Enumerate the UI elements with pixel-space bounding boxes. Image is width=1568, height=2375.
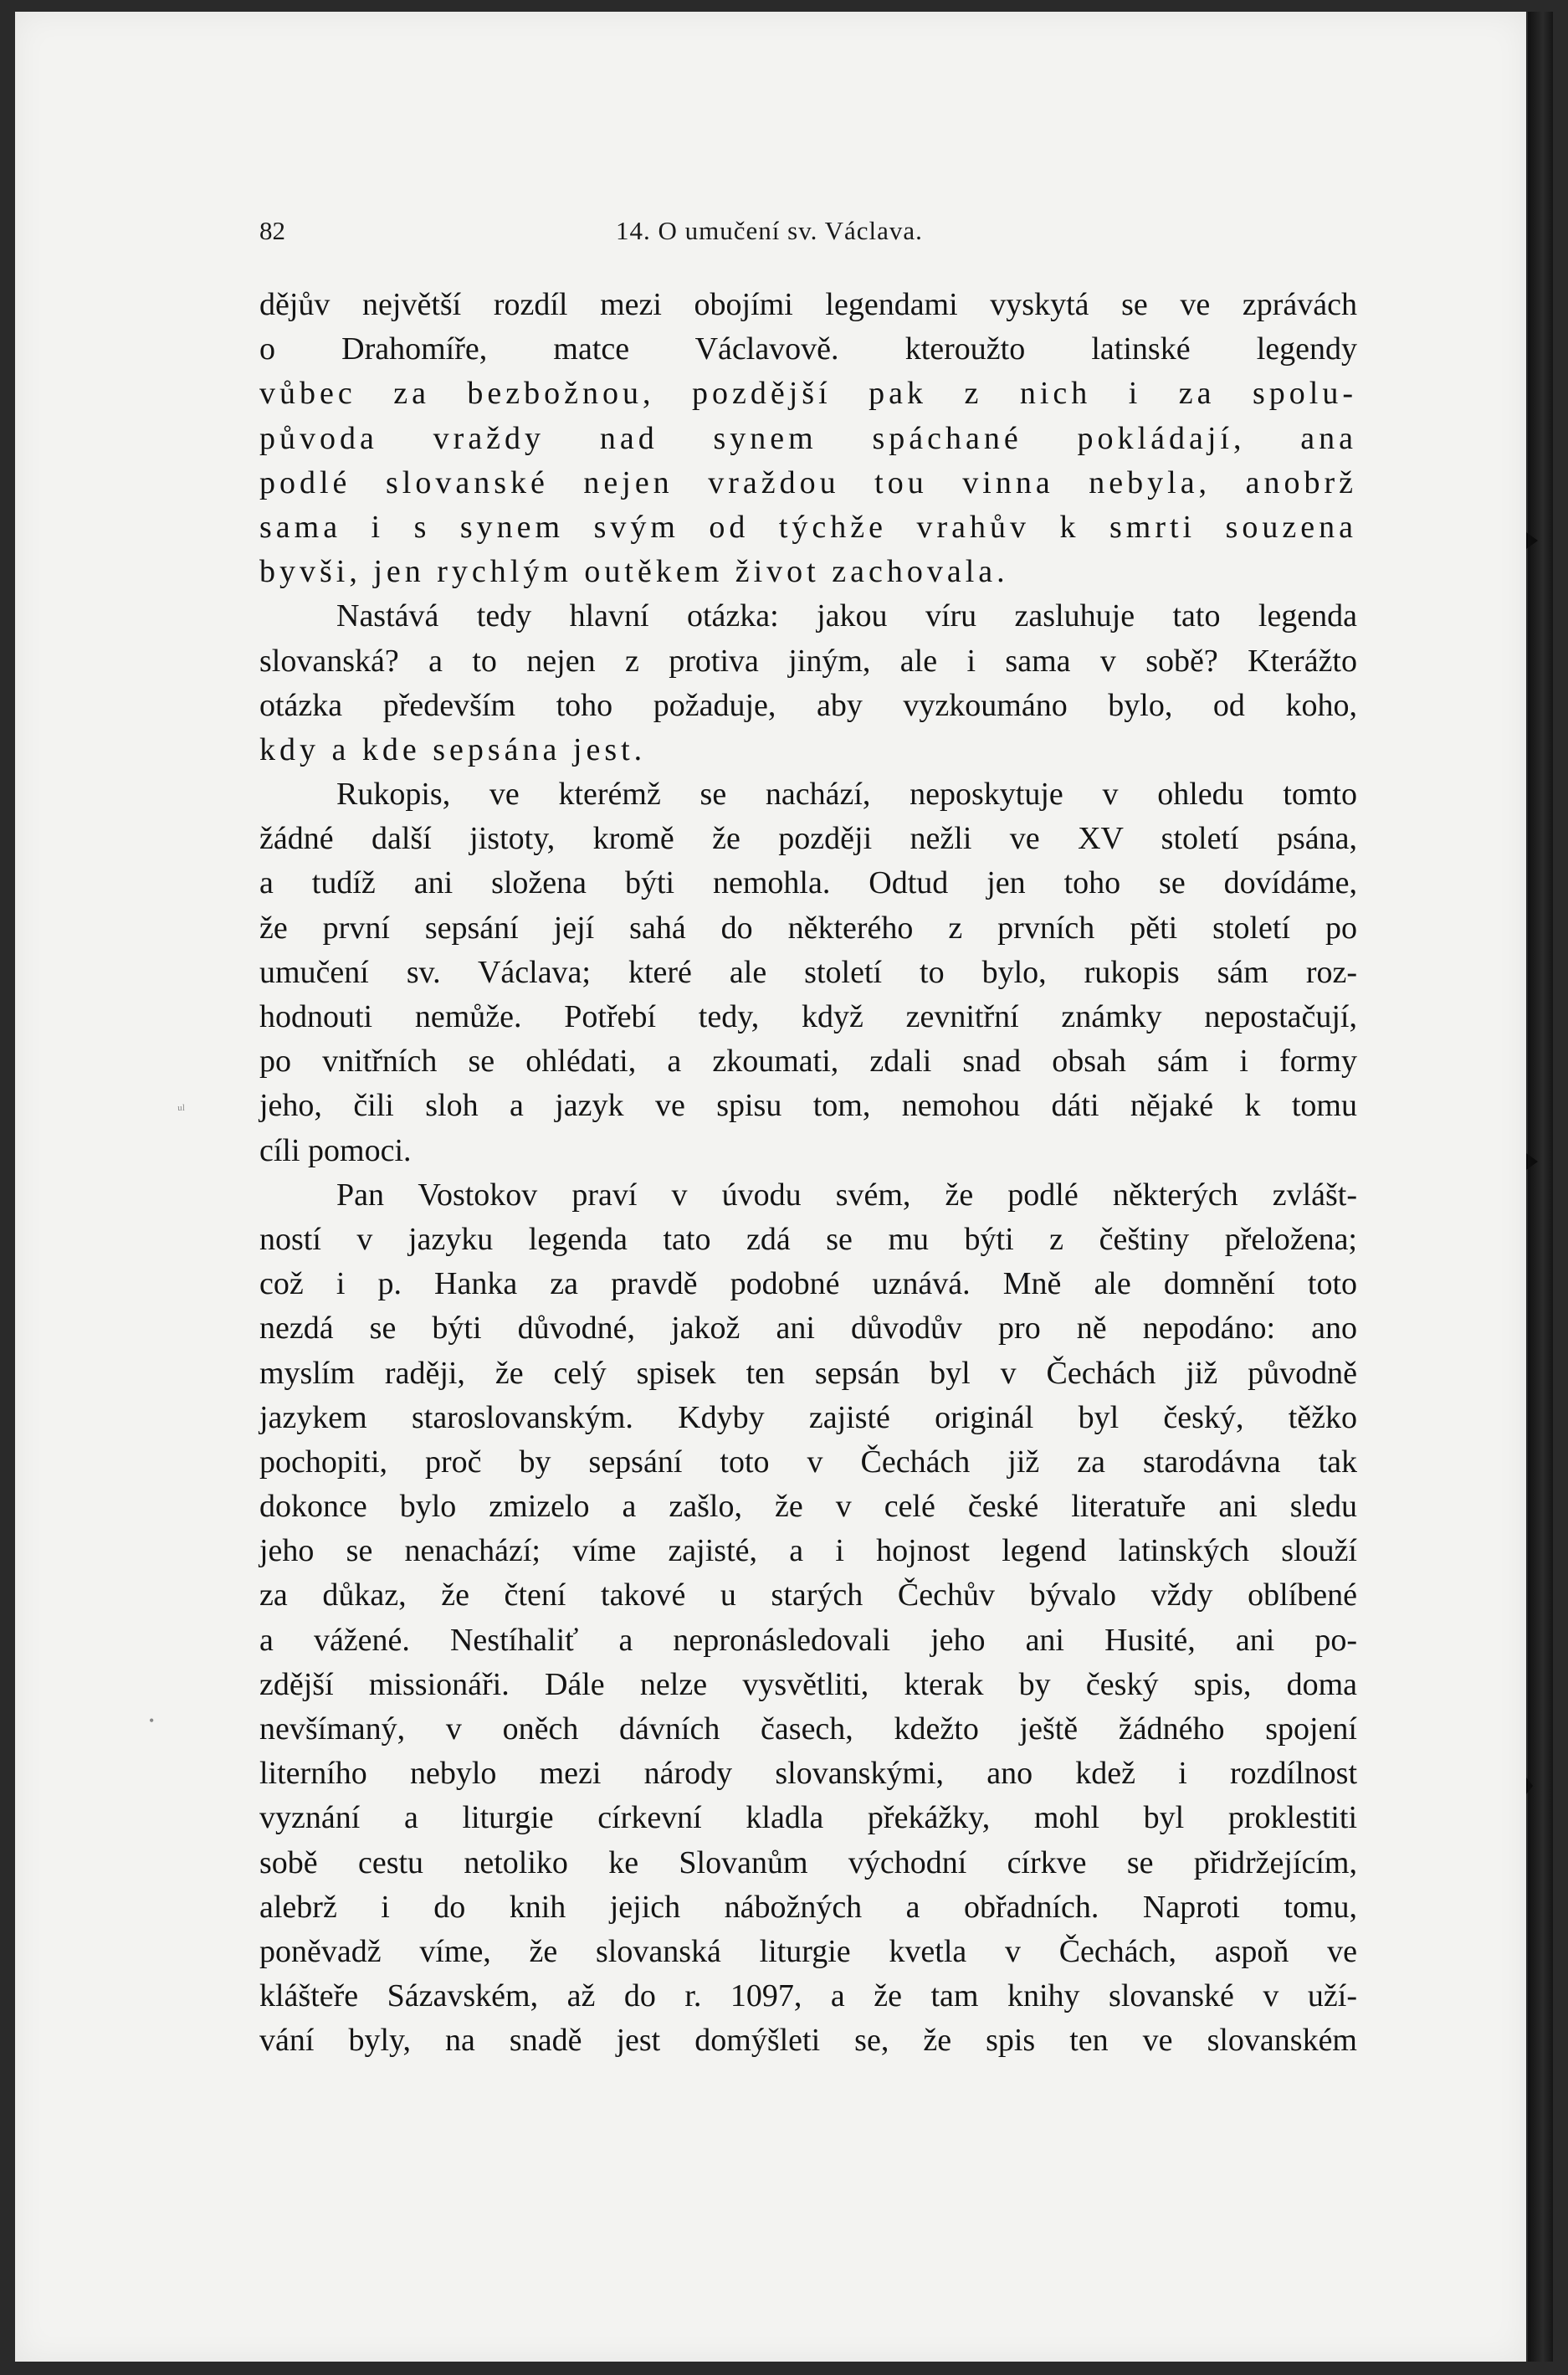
text-line: umučení sv. Václava; které ale století to bylo, rukopis sám roz- xyxy=(259,954,1357,990)
text-line: dějův největší rozdíl mezi obojími legendami vyskytá se ve zprávách xyxy=(259,287,1357,322)
running-title: 14. O umučení sv. Václava. xyxy=(616,216,923,245)
text-line: kdy a kde sepsána jest. xyxy=(259,731,647,767)
text-line: což i p. Hanka za pravdě podobné uznává. Mně ale domnění toto xyxy=(259,1266,1357,1302)
text-line: a tudíž ani složena býti nemohla. Odtud jen toho se dovídáme, xyxy=(259,865,1357,901)
text-line: sama i s synem svým od týchže vrahův k smrti souzena xyxy=(259,509,1357,545)
body-text xyxy=(259,283,1357,2064)
text-line: myslím raději, že celý spisek ten sepsán byl v Čechách již původně xyxy=(259,1355,1357,1391)
page-number: 82 xyxy=(259,216,285,245)
text-line: podlé slovanské nejen vraždou tou vinna nebyla, anobrž xyxy=(259,464,1357,500)
text-line: alebrž i do knih jejich nábožných a obřadních. Naproti tomu, xyxy=(259,1889,1357,1925)
text-line: zdější missionáři. Dále nelze vysvětliti, kterak by český spis, doma xyxy=(259,1666,1357,1702)
text-line: hodnouti nemůže. Potřebí tedy, když zevnitřní známky nepostačují, xyxy=(259,999,1357,1034)
text-line: jeho, čili sloh a jazyk ve spisu tom, nemohou dáti nějaké k tomu xyxy=(259,1088,1357,1124)
text-line: otázka především toho požaduje, aby vyzkoumáno bylo, od koho, xyxy=(259,687,1357,723)
text-line: Pan Vostokov praví v úvodu svém, že podlé některých zvlášt- xyxy=(336,1177,1357,1213)
text-line: nezdá se býti důvodné, jakož ani důvodův pro ně nepodáno: ano xyxy=(259,1311,1357,1347)
text-line: sobě cestu netoliko ke Slovanům východní církve se přidržejícím, xyxy=(259,1844,1357,1880)
edge-arrow-mark xyxy=(1526,1153,1538,1170)
text-line: žádné další jistoty, kromě že později nežli ve XV století psána, xyxy=(259,821,1357,857)
stray-mark: ᵘˡ xyxy=(177,1101,185,1118)
text-line: nevšímaný, v oněch dávních časech, kdežto ještě žádného spojení xyxy=(259,1711,1357,1747)
text-line: poněvadž víme, že slovanská liturgie kvetla v Čechách, aspoň ve xyxy=(259,1933,1357,1969)
edge-arrow-mark xyxy=(1526,532,1538,549)
text-line: vyznání a liturgie církevní kladla překážky, mohl byl proklestiti xyxy=(259,1800,1357,1836)
text-line: pochopiti, proč by sepsání toto v Čechách již za starodávna tak xyxy=(259,1444,1357,1480)
text-line: Rukopis, ve kterémž se nachází, neposkytuje v ohledu tomto xyxy=(336,777,1357,813)
text-line: slovanská? a to nejen z protiva jiným, ale i sama v sobě? Kterážto xyxy=(259,643,1357,679)
text-line: že první sepsání její sahá do některého z prvních pěti století po xyxy=(259,910,1357,946)
text-line: klášteře Sázavském, až do r. 1097, a že tam knihy slovanské v uží- xyxy=(259,1978,1357,2014)
text-line: vání byly, na snadě jest domýšleti se, že spis ten ve slovanském xyxy=(259,2023,1357,2059)
text-line: za důkaz, že čtení takové u starých Čechův bývalo vždy oblíbené xyxy=(259,1577,1357,1613)
edge-arrow-mark xyxy=(1526,1777,1533,1794)
text-line: byvši, jen rychlým outěkem život zachovala. xyxy=(259,554,1009,590)
text-line: dokonce bylo zmizelo a zašlo, že v celé české literatuře ani sledu xyxy=(259,1489,1357,1525)
text-line: původa vraždy nad synem spáchané pokládají, ana xyxy=(259,420,1357,456)
text-line: Nastává tedy hlavní otázka: jakou víru zasluhuje tato legenda xyxy=(336,598,1357,634)
text-line: cíli pomoci. xyxy=(259,1132,412,1168)
ink-dot: • xyxy=(149,1712,155,1729)
text-line: vůbec za bezbožnou, pozdější pak z nich i za spolu- xyxy=(259,376,1357,412)
text-line: a vážené. Nestíhaliť a nepronásledovali jeho ani Husité, ani po- xyxy=(259,1622,1357,1658)
book-spine xyxy=(1528,12,1553,2362)
text-line: jeho se nenachází; víme zajisté, a i hojnost legend latinských slouží xyxy=(259,1533,1357,1569)
text-line: ností v jazyku legenda tato zdá se mu býti z češtiny přeložena; xyxy=(259,1221,1357,1257)
running-header xyxy=(259,216,1347,253)
text-line: jazykem staroslovanským. Kdyby zajisté originál byl český, těžko xyxy=(259,1399,1357,1435)
text-line: po vnitřních se ohlédati, a zkoumati, zdali snad obsah sám i formy xyxy=(259,1044,1357,1080)
text-line: literního nebylo mezi národy slovanskými, ano kdež i rozdílnost xyxy=(259,1756,1357,1792)
text-line: o Drahomíře, matce Václavově. kteroužto latinské legendy xyxy=(259,331,1357,367)
